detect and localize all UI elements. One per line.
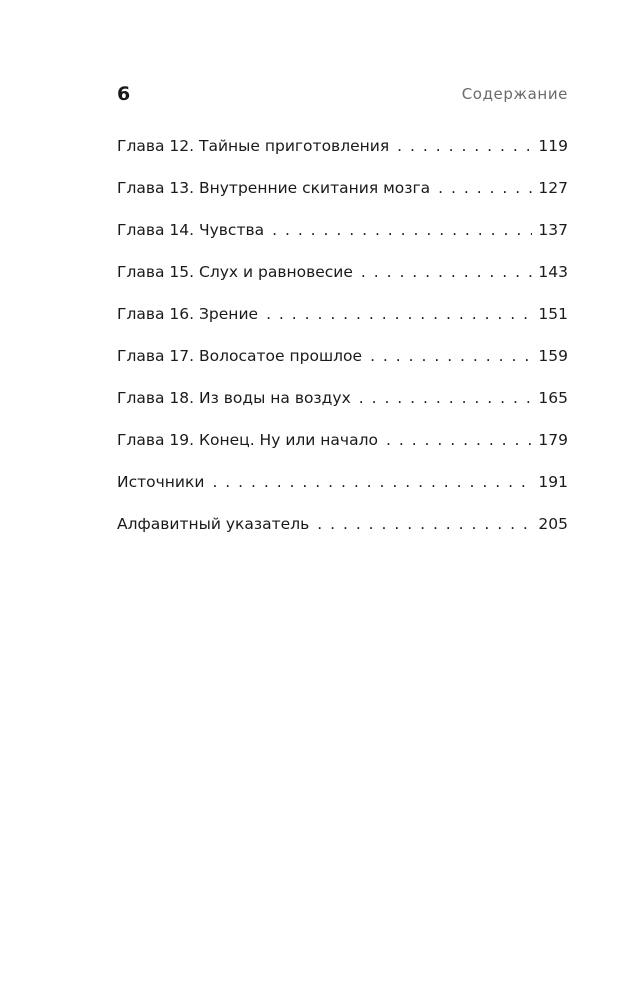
toc-entry[interactable] — [117, 470, 568, 512]
toc-dot-leader — [309, 512, 532, 536]
toc-entry-title: Глава 15. Слух и равновесие — [117, 263, 353, 281]
running-header: Содержание — [461, 85, 568, 103]
toc-entry[interactable] — [117, 428, 568, 470]
toc-entry-title: Алфавитный указатель — [117, 515, 310, 533]
toc-entry[interactable] — [117, 302, 568, 344]
toc-entry-title: Глава 14. Чувства — [117, 221, 265, 239]
toc-entry-page: 205 — [538, 515, 568, 533]
toc-dot-leader — [258, 302, 532, 326]
toc-dot-leader — [389, 134, 532, 158]
toc-entry-title: Глава 17. Волосатое прошлое — [117, 347, 363, 365]
toc-entry-page: 127 — [538, 179, 568, 197]
toc-entry-title: Глава 13. Внутренние скитания мозга — [117, 179, 431, 197]
toc-entry[interactable] — [117, 218, 568, 260]
page-number: 6 — [117, 83, 131, 105]
toc-entry[interactable] — [117, 176, 568, 218]
toc-dot-leader — [362, 344, 532, 368]
toc-dot-leader — [353, 260, 533, 284]
toc-entry-title: Глава 12. Тайные приготовления — [117, 137, 390, 155]
toc-dot-leader — [378, 428, 532, 452]
toc-dot-leader — [430, 176, 532, 200]
toc-entry-page: 143 — [538, 263, 568, 281]
toc-entry[interactable] — [117, 344, 568, 386]
toc-entry-page: 151 — [538, 305, 568, 323]
toc-entry-title: Источники — [117, 473, 205, 491]
toc-entry-title: Глава 18. Из воды на воздух — [117, 389, 351, 407]
toc-entry-page: 137 — [538, 221, 568, 239]
toc-entry-page: 119 — [538, 137, 568, 155]
toc-dot-leader — [264, 218, 532, 242]
toc-entry-page: 179 — [538, 431, 568, 449]
toc-entry-page: 165 — [538, 389, 568, 407]
toc-entry[interactable] — [117, 260, 568, 302]
toc-entry[interactable] — [117, 134, 568, 176]
table-of-contents — [117, 134, 568, 554]
toc-entry-page: 191 — [538, 473, 568, 491]
toc-dot-leader — [204, 470, 532, 494]
toc-dot-leader — [351, 386, 533, 410]
toc-entry-page: 159 — [538, 347, 568, 365]
toc-entry-title: Глава 16. Зрение — [117, 305, 259, 323]
toc-entry[interactable] — [117, 512, 568, 554]
toc-entry-title: Глава 19. Конец. Ну или начало — [117, 431, 378, 449]
toc-entry[interactable] — [117, 386, 568, 428]
